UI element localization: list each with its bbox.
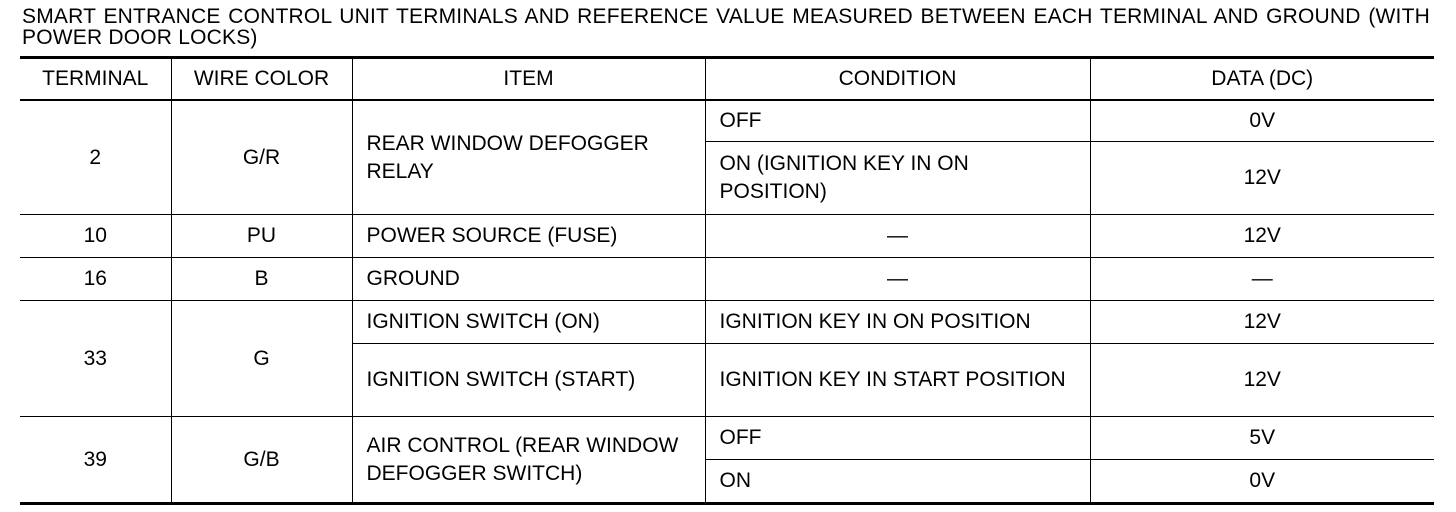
item-cell: GROUND <box>352 258 705 301</box>
wire-color-cell: G/B <box>171 417 352 504</box>
item-cell: IGNITION SWITCH (ON) <box>352 301 705 344</box>
data-cell: 12V <box>1090 142 1434 215</box>
data-cell: 12V <box>1090 301 1434 344</box>
header-condition: CONDITION <box>705 58 1090 101</box>
table-row <box>20 417 1434 460</box>
wire-color-cell: B <box>171 258 352 301</box>
table-header-row <box>20 58 1434 101</box>
terminal-cell: 33 <box>20 301 171 417</box>
terminal-cell: 2 <box>20 100 171 215</box>
wire-color-cell: G/R <box>171 100 352 215</box>
condition-cell: — <box>705 258 1090 301</box>
condition-cell: ON <box>705 460 1090 504</box>
condition-cell: OFF <box>705 417 1090 460</box>
wire-color-cell: PU <box>171 215 352 258</box>
table-row <box>20 215 1434 258</box>
header-item: ITEM <box>352 58 705 101</box>
terminal-cell: 39 <box>20 417 171 504</box>
item-cell: POWER SOURCE (FUSE) <box>352 215 705 258</box>
table-row <box>20 301 1434 344</box>
condition-cell: OFF <box>705 100 1090 142</box>
condition-cell: — <box>705 215 1090 258</box>
data-cell: 12V <box>1090 215 1434 258</box>
header-terminal: TERMINAL <box>20 58 171 101</box>
condition-cell: IGNITION KEY IN ON POSITION <box>705 301 1090 344</box>
data-cell: — <box>1090 258 1434 301</box>
data-cell: 0V <box>1090 460 1434 504</box>
terminal-cell: 10 <box>20 215 171 258</box>
item-cell: AIR CONTROL (REAR WINDOW DEFOGGER SWITCH) <box>352 417 705 504</box>
terminal-reference-table <box>20 56 1434 505</box>
data-cell: 0V <box>1090 100 1434 142</box>
data-cell: 5V <box>1090 417 1434 460</box>
header-data: DATA (DC) <box>1090 58 1434 101</box>
table-row <box>20 258 1434 301</box>
terminal-cell: 16 <box>20 258 171 301</box>
condition-cell: IGNITION KEY IN START POSITION <box>705 344 1090 417</box>
header-wire-color: WIRE COLOR <box>171 58 352 101</box>
wire-color-cell: G <box>171 301 352 417</box>
item-cell: IGNITION SWITCH (START) <box>352 344 705 417</box>
condition-cell: ON (IGNITION KEY IN ON POSITION) <box>705 142 1090 215</box>
page-title: SMART ENTRANCE CONTROL UNIT TERMINALS AND REFERENCE VALUE MEASURED BETWEEN EACH TERMINAL AND GROUND (WITH POWER DOOR LOCKS) <box>22 5 1430 49</box>
table-row <box>20 100 1434 142</box>
item-cell: REAR WINDOW DEFOGGER RELAY <box>352 100 705 215</box>
data-cell: 12V <box>1090 344 1434 417</box>
